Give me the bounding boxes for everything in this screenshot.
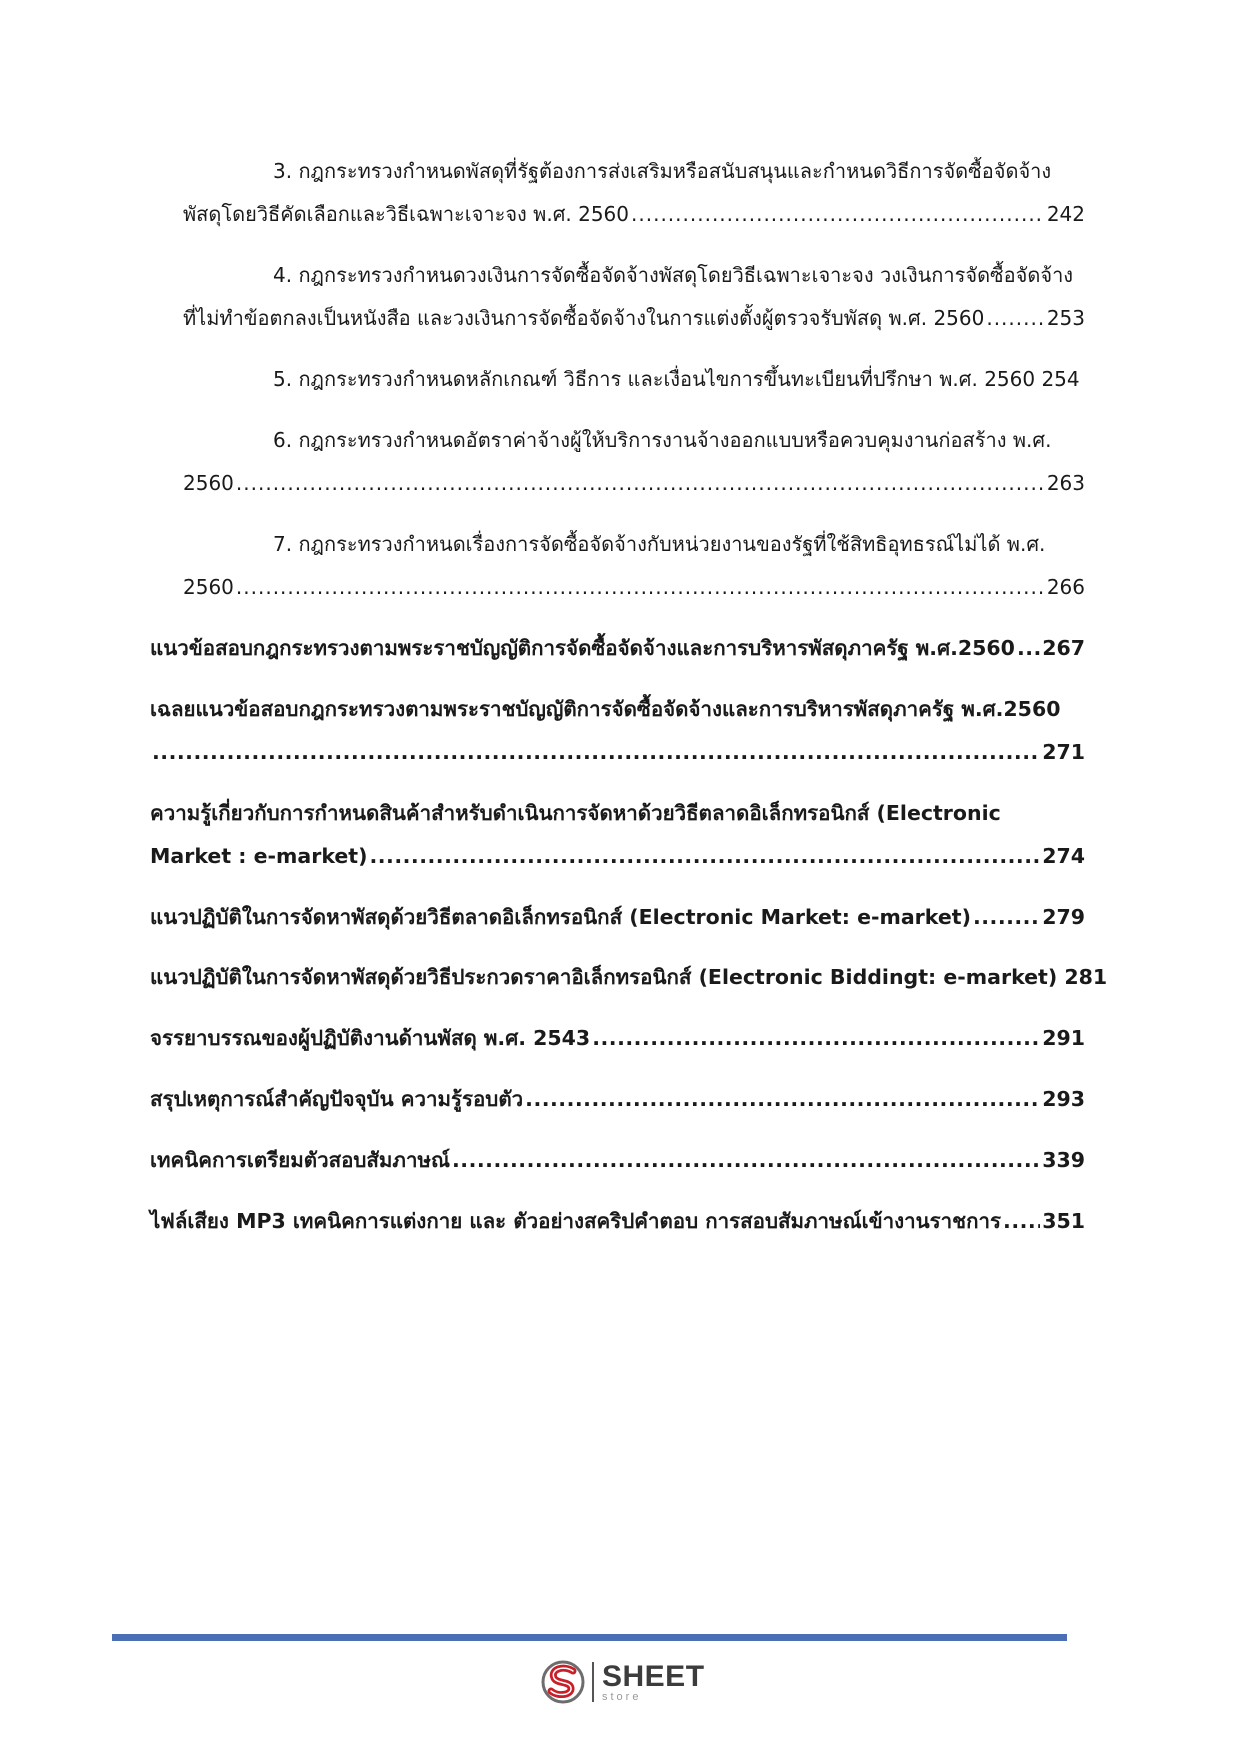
toc-section-1[interactable] xyxy=(150,633,1085,663)
dot-leader xyxy=(236,468,1045,498)
toc-section-5[interactable] xyxy=(150,962,1108,992)
toc-section-4[interactable] xyxy=(150,902,1085,932)
dot-leader xyxy=(369,841,1040,871)
dot-leader xyxy=(1017,633,1040,663)
toc-entry-3-line1 xyxy=(273,156,1085,186)
toc-section-6[interactable] xyxy=(150,1023,1085,1053)
dot-leader xyxy=(452,1145,1040,1175)
toc-page-number: 266 xyxy=(1046,575,1085,599)
toc-section-text: แนวปฏิบัติในการจัดหาพัสดุด้วยวิธีประกวดราคาอิเล็กทรอนิกส์ (Electronic Biddingt: e-market) 281 xyxy=(150,965,1108,989)
toc-entry-text: 4. กฎกระทรวงกำหนดวงเงินการจัดซื้อจัดจ้างพัสดุโดยวิธีเฉพาะเจาะจง วงเงินการจัดซื้อจัดจ้าง xyxy=(273,263,1074,287)
toc-entry-5-line1[interactable] xyxy=(273,364,1085,394)
toc-section-8[interactable] xyxy=(150,1145,1085,1175)
toc-entry-7-line1 xyxy=(273,529,1085,559)
toc-entry-7-line2[interactable] xyxy=(183,572,1085,602)
toc-section-text: แนวปฏิบัติในการจัดหาพัสดุด้วยวิธีตลาดอิเล็กทรอนิกส์ (Electronic Market: e-market) xyxy=(150,905,971,929)
sheet-store-s-icon xyxy=(540,1659,586,1705)
toc-page-number: 242 xyxy=(1046,202,1085,226)
toc-page-number: 351 xyxy=(1042,1209,1085,1233)
toc-section-text: แนวข้อสอบกฎกระทรวงตามพระราชบัญญัติการจัดซื้อจัดจ้างและการบริหารพัสดุภาครัฐ พ.ศ.2560 xyxy=(150,636,1015,660)
toc-page-number: 291 xyxy=(1042,1026,1085,1050)
dot-leader xyxy=(592,1023,1040,1053)
toc-entry-3-line2[interactable] xyxy=(183,199,1085,229)
toc-section-text: สรุปเหตุการณ์สำคัญปัจจุบัน ความรู้รอบตัว xyxy=(150,1087,524,1111)
dot-leader xyxy=(152,737,1040,767)
toc-section-3-line2[interactable] xyxy=(150,841,1085,871)
toc-section-7[interactable] xyxy=(150,1084,1085,1114)
logo-wordmark xyxy=(602,1659,705,1703)
toc-page-number: 279 xyxy=(1042,905,1085,929)
toc-entry-text: 6. กฎกระทรวงกำหนดอัตราค่าจ้างผู้ให้บริการงานจ้างออกแบบหรือควบคุมงานก่อสร้าง พ.ศ. xyxy=(273,428,1052,452)
footer-rule xyxy=(112,1634,1067,1641)
toc-section-9[interactable] xyxy=(150,1206,1085,1236)
toc-page-number: 339 xyxy=(1042,1148,1085,1172)
toc-entry-text: 2560 xyxy=(183,471,234,495)
toc-entry-6-line1 xyxy=(273,425,1085,455)
logo-title: SHEET xyxy=(602,1659,705,1693)
toc-page-number: 267 xyxy=(1042,636,1085,660)
toc-section-text: ความรู้เกี่ยวกับการกำหนดสินค้าสำหรับดำเนินการจัดหาด้วยวิธีตลาดอิเล็กทรอนิกส์ (Electronic xyxy=(150,801,1001,825)
dot-leader xyxy=(986,303,1044,333)
toc-section-text: จรรยาบรรณของผู้ปฏิบัติงานด้านพัสดุ พ.ศ. 2543 xyxy=(150,1026,591,1050)
toc-page-number: 263 xyxy=(1046,471,1085,495)
dot-leader xyxy=(631,199,1045,229)
toc-entry-text: 3. กฎกระทรวงกำหนดพัสดุที่รัฐต้องการส่งเสริมหรือสนับสนุนและกำหนดวิธีการจัดซื้อจัดจ้าง xyxy=(273,159,1052,183)
toc-entry-text: 7. กฎกระทรวงกำหนดเรื่องการจัดซื้อจัดจ้างกับหน่วยงานของรัฐที่ใช้สิทธิอุทธรณ์ไม่ได้ พ.ศ. xyxy=(273,532,1046,556)
toc-section-text: เทคนิคการเตรียมตัวสอบสัมภาษณ์ xyxy=(150,1148,450,1172)
sheet-store-logo xyxy=(540,1657,712,1707)
toc-entry-4-line1 xyxy=(273,260,1085,290)
toc-entry-text: พัสดุโดยวิธีคัดเลือกและวิธีเฉพาะเจาะจง พ.ศ. 2560 xyxy=(183,202,630,226)
toc-section-3-line1 xyxy=(150,798,1085,828)
toc-section-2-line2[interactable] xyxy=(150,737,1085,767)
toc-page-number: 271 xyxy=(1042,740,1085,764)
dot-leader xyxy=(525,1084,1040,1114)
toc-section-text: Market : e-market) xyxy=(150,844,368,868)
logo-divider xyxy=(592,1662,594,1702)
dot-leader xyxy=(236,572,1045,602)
toc-entry-6-line2[interactable] xyxy=(183,468,1085,498)
toc-entry-text: ที่ไม่ทำข้อตกลงเป็นหนังสือ และวงเงินการจัดซื้อจัดจ้างในการแต่งตั้งผู้ตรวจรับพัสดุ พ.ศ. 2560 xyxy=(183,306,985,330)
toc-entry-text: 2560 xyxy=(183,575,234,599)
dot-leader xyxy=(973,902,1040,932)
logo-subtitle: store xyxy=(602,1690,642,1703)
toc-entry-4-line2[interactable] xyxy=(183,303,1085,333)
toc-section-2-line1 xyxy=(150,694,1085,724)
toc-page-number: 253 xyxy=(1046,306,1085,330)
toc-section-text: เฉลยแนวข้อสอบกฎกระทรวงตามพระราชบัญญัติการจัดซื้อจัดจ้างและการบริหารพัสดุภาครัฐ พ.ศ.2560 xyxy=(150,697,1061,721)
toc-section-text: ไฟล์เสียง MP3 เทคนิคการแต่งกาย และ ตัวอย่างสคริปคำตอบ การสอบสัมภาษณ์เข้างานราชการ xyxy=(150,1209,1002,1233)
toc-page-number: 293 xyxy=(1042,1087,1085,1111)
toc-page-number: 274 xyxy=(1042,844,1085,868)
dot-leader xyxy=(1003,1206,1040,1236)
toc-entry-text: 5. กฎกระทรวงกำหนดหลักเกณฑ์ วิธีการ และเงื่อนไขการขึ้นทะเบียนที่ปรึกษา พ.ศ. 2560 254 xyxy=(273,367,1080,391)
